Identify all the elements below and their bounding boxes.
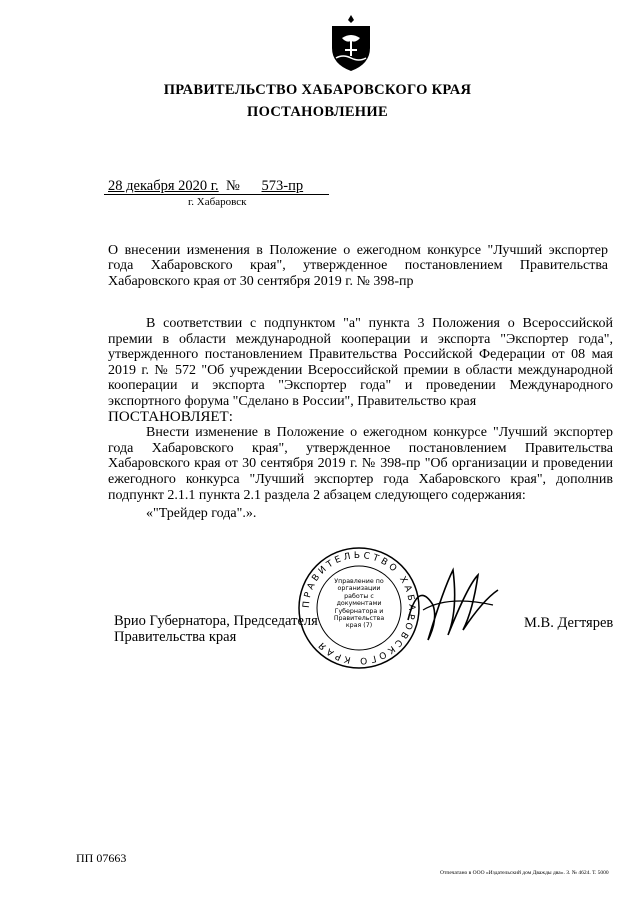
document-date-number bbox=[108, 178, 303, 195]
document-subject: О внесении изменения в Положение о ежегодном конкурсе "Лучший экспортер года Хабаровского края", утвержденное постановлением Правительства Хабаровского края от 30 сентября 2019 г. № 398-пр bbox=[108, 243, 608, 289]
body-paragraph-2: Внести изменение в Положение о ежегодном конкурсе "Лучший экспортер года Хабаровского края", утвержденное постановлением Правительства Хабаровского края от 30 сентября 2019 г. № 398-пр "Об организации и проведении ежегодного конкурса "Лучший экспортер года Хабаровского края", дополнив подпункт 2.1.1 пункта 2.1 раздела 2 абзацем следующего содержания: bbox=[108, 425, 613, 503]
document-body bbox=[108, 316, 613, 522]
document-city: г. Хабаровск bbox=[188, 196, 247, 208]
stamp-inner-text: Управление по организации работы с документами Губернатора и Правительства края (7) bbox=[333, 578, 385, 630]
signatory-position bbox=[114, 613, 318, 645]
coat-of-arms-emblem bbox=[328, 14, 374, 72]
handwritten-signature bbox=[398, 550, 508, 660]
decree-word: ПОСТАНОВЛЯЕТ: bbox=[108, 408, 233, 425]
body-paragraph-1: В соответствии с подпунктом "а" пункта 3 Положения о Всероссийской премии в области международной кооперации и экспорта "Экспортер года", утвержденного постановлением Правительства Российской Федерации от 08 мая 2019 г. № 572 "Об учреждении Всероссийской премии в области международной кооперации и экспорта "Экспортер года" и проведении Международного экспортного форума "Сделано в России", Правительство края bbox=[108, 316, 613, 409]
signatory-name: М.В. Дегтярев bbox=[524, 615, 614, 631]
signatory-position-line-1: Врио Губернатора, Председателя bbox=[114, 613, 318, 629]
signatory-position-line-2: Правительства края bbox=[114, 629, 237, 645]
organization-title: ПРАВИТЕЛЬСТВО ХАБАРОВСКОГО КРАЯ bbox=[163, 82, 472, 98]
document-date: 28 декабря 2020 г. bbox=[108, 178, 219, 194]
body-paragraph-3: «"Трейдер года".». bbox=[146, 506, 257, 522]
stamp-ring-text: ПРАВИТЕЛЬСТВО ХАБАРОВСКОГО КРАЯ bbox=[301, 550, 417, 666]
document-type-title: ПОСТАНОВЛЕНИЕ bbox=[247, 104, 388, 120]
document-code: ПП 07663 bbox=[76, 851, 127, 865]
document-number: 573-пр bbox=[261, 178, 304, 194]
date-underline bbox=[104, 194, 329, 195]
printer-imprint: Отпечатано в ООО «Издательский дом Дважды два». З. № 4624. Т. 5000 bbox=[440, 870, 609, 876]
number-sign: № bbox=[225, 178, 240, 194]
